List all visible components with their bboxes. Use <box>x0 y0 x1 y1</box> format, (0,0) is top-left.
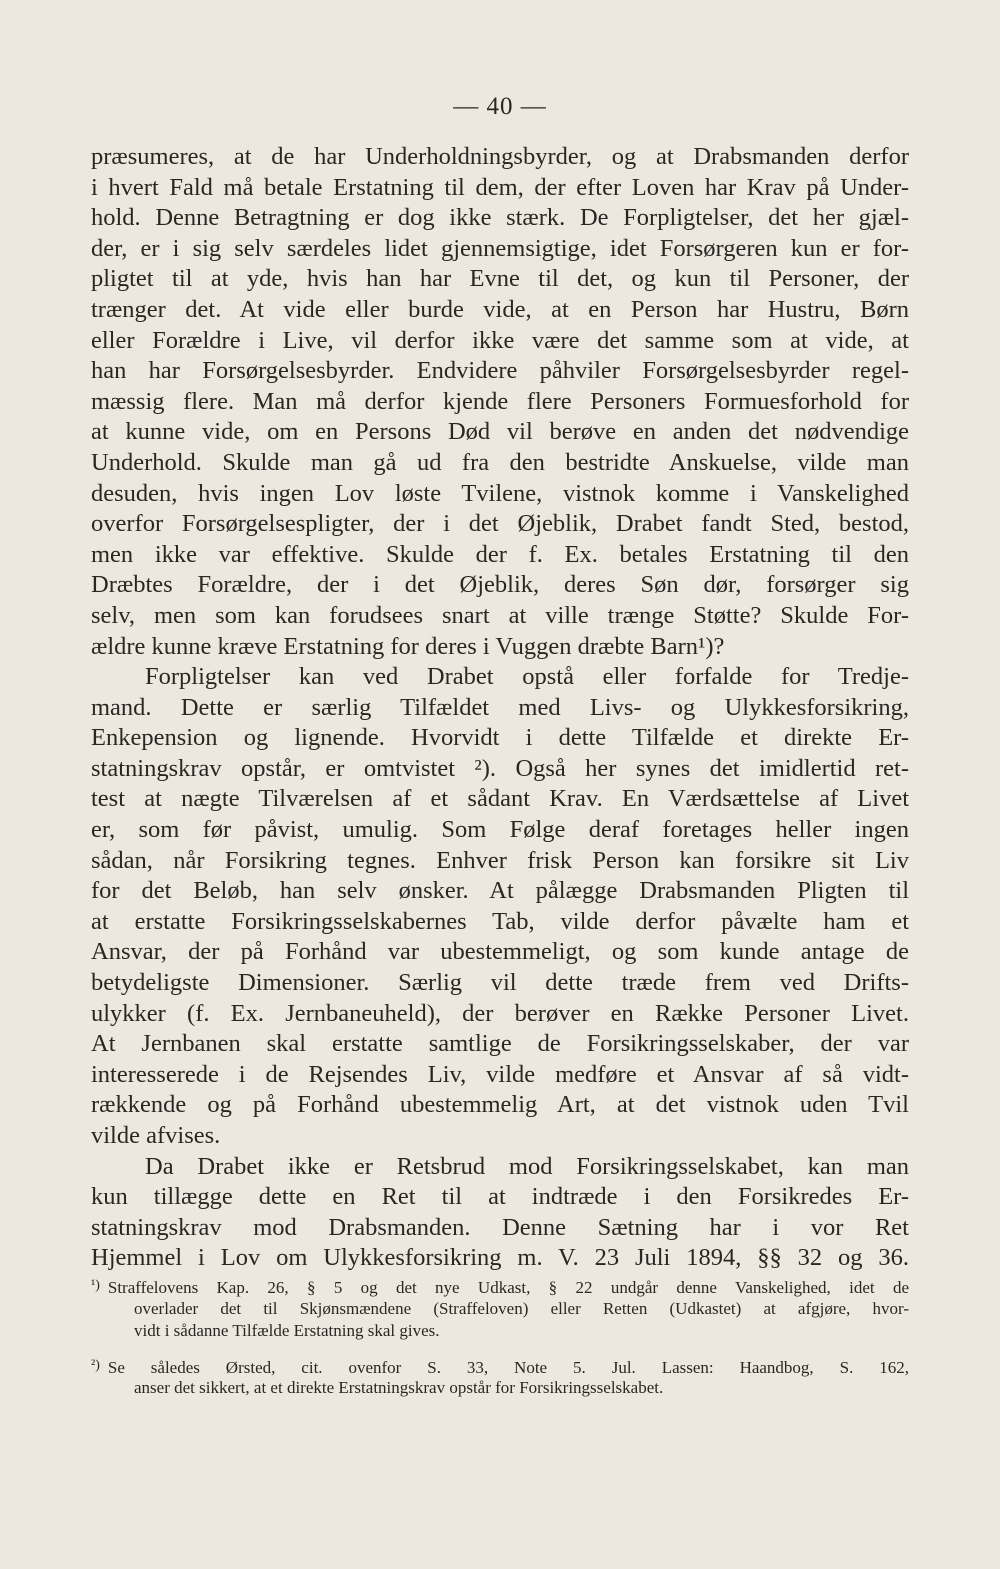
footnote-text: Straffelovens Kap. 26, § 5 og det nye Udkast, § 22 undgår denne Vanskelighed, idet de <box>107 1278 909 1297</box>
footnote-2-line <box>91 1355 909 1378</box>
text-line: desuden, hvis ingen Lov løste Tvilene, vistnok komme i Vanskelighed <box>91 479 909 507</box>
text-line: ældre kunne kræve Erstatning for deres i Vuggen dræbte Barn¹)? <box>91 632 725 660</box>
footnote-1-line <box>91 1275 909 1298</box>
footnote-1-line: overlader det til Skjønsmændene (Straffeloven) eller Retten (Udkastet) at afgjøre, hvor- <box>134 1298 909 1318</box>
text-line: men ikke var effektive. Skulde der f. Ex. betales Erstatning til den <box>91 540 909 568</box>
footnotes <box>91 1275 909 1400</box>
text-line: Dræbtes Forældre, der i det Øjeblik, deres Søn dør, forsørger sig <box>91 571 909 599</box>
text-line: rækkende og på Forhånd ubestemmelig Art, at det vistnok uden Tvil <box>91 1091 909 1119</box>
text-line: han har Forsørgelsesbyrder. Endvidere påhviler Forsørgelsesbyrder regel- <box>91 357 909 385</box>
text-line: sådan, når Forsikring tegnes. Enhver frisk Person kan forsikre sit Liv <box>91 846 909 874</box>
text-line: interesserede i de Rejsendes Liv, vilde medføre et Ansvar af så vidt- <box>91 1060 909 1088</box>
text-line: overfor Forsørgelsespligter, der i det Øjeblik, Drabet fandt Sted, bestod, <box>91 510 909 538</box>
text-line: ulykker (f. Ex. Jernbaneuheld), der berøver en Række Personer Livet. <box>91 999 909 1027</box>
text-line: selv, men som kan forudsees snart at ville trænge Støtte? Skulde For- <box>91 601 909 629</box>
footnote-marker: ¹) <box>91 1278 100 1293</box>
text-line: statningskrav mod Drabsmanden. Denne Sætning har i vor Ret <box>91 1213 909 1241</box>
text-line: eller Forældre i Live, vil derfor ikke være det samme som at vide, at <box>91 326 909 354</box>
text-line: at kunne vide, om en Persons Død vil berøve en anden det nødvendige <box>91 418 909 446</box>
text-line: Forpligtelser kan ved Drabet opstå eller forfalde for Tredje- <box>145 663 909 691</box>
footnote-1-line: vidt i sådanne Tilfælde Erstatning skal gives. <box>134 1321 440 1341</box>
text-line: Enkepension og lignende. Hvorvidt i dette Tilfælde et direkte Er- <box>91 724 909 752</box>
text-line: test at nægte Tilværelsen af et sådant Krav. En Værdsættelse af Livet <box>91 785 909 813</box>
text-line: betydeligste Dimensioner. Særlig vil dette træde frem ved Drifts- <box>91 969 909 997</box>
footnote-marker: ²) <box>91 1357 100 1373</box>
text-line: at erstatte Forsikringsselskabernes Tab, vilde derfor påvælte ham et <box>91 907 909 935</box>
text-line: præsumeres, at de har Underholdningsbyrder, og at Drabsmanden derfor <box>91 143 909 170</box>
page-number: — 40 — <box>453 93 547 120</box>
text-line: mæssig flere. Man må derfor kjende flere Personers Formuesforhold for <box>91 387 909 415</box>
text-line: At Jernbanen skal erstatte samtlige de Forsikringsselskaber, der var <box>91 1030 909 1058</box>
text-line: i hvert Fald må betale Erstatning til dem, der efter Loven har Krav på Under- <box>91 173 909 201</box>
body-text <box>91 142 909 1274</box>
text-line: er, som før påvist, umulig. Som Følge deraf foretages heller ingen <box>91 816 909 844</box>
text-line: Hjemmel i Lov om Ulykkesforsikring m. V. 23 Juli 1894, §§ 32 og 36. <box>91 1244 909 1272</box>
text-line: for det Beløb, han selv ønsker. At pålægge Drabsmanden Pligten til <box>91 877 909 905</box>
footnote-2-line: anser det sikkert, at et direkte Erstatningskrav opstår for Forsikringsselskabet. <box>134 1378 664 1398</box>
text-line: der, er i sig selv særdeles lidet gjennemsigtige, idet Forsørgeren kun er for- <box>91 234 909 262</box>
text-line: Da Drabet ikke er Retsbrud mod Forsikringsselskabet, kan man <box>145 1152 909 1180</box>
text-line: trænger det. At vide eller burde vide, at en Person har Hustru, Børn <box>91 295 909 323</box>
text-line: mand. Dette er særlig Tilfældet med Livs- og Ulykkesforsikring, <box>91 693 909 721</box>
text-line: Underhold. Skulde man gå ud fra den bestridte Anskuelse, vilde man <box>91 448 909 476</box>
text-line: Ansvar, der på Forhånd var ubestemmeligt, og som kunde antage de <box>91 938 909 966</box>
footnote-text: Se således Ørsted, cit. ovenfor S. 33, Note 5. Jul. Lassen: Haandbog, S. 162, <box>107 1357 909 1377</box>
text-line: pligtet til at yde, hvis han har Evne til det, og kun til Personer, der <box>91 265 909 293</box>
text-line: hold. Denne Betragtning er dog ikke stærk. De Forpligtelser, det her gjæl- <box>91 204 909 232</box>
text-line: vilde afvises. <box>91 1122 221 1149</box>
text-line: kun tillægge dette en Ret til at indtræde i den Forsikredes Er- <box>91 1183 909 1211</box>
text-line: statningskrav opstår, er omtvistet ²). Også her synes det imidlertid ret- <box>91 754 909 782</box>
